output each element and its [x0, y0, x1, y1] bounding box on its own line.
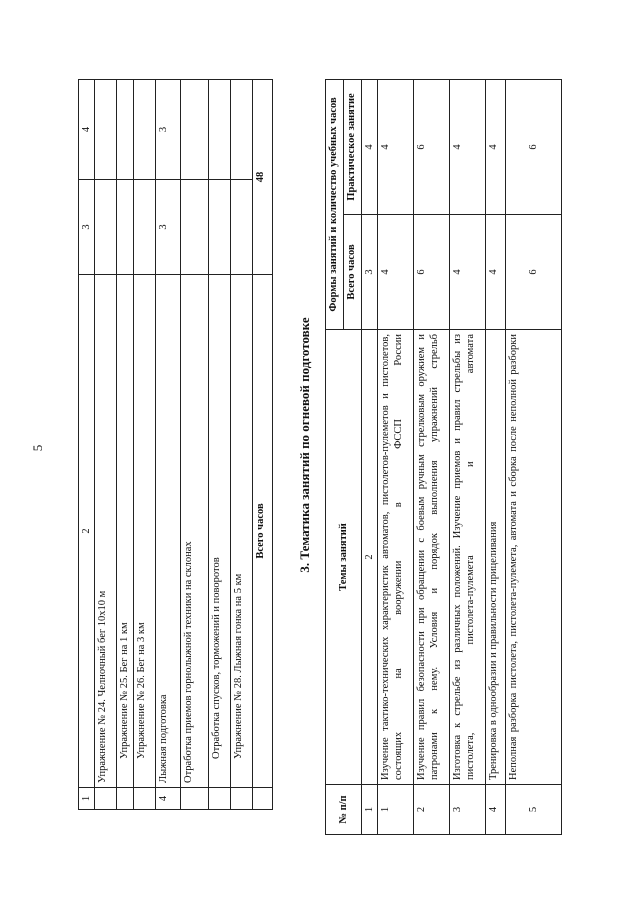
table-row	[231, 80, 253, 810]
table-row	[95, 80, 117, 810]
table1-header-cell: 1	[79, 788, 95, 810]
table1-total-row	[253, 80, 273, 810]
table-row	[506, 80, 562, 835]
row-practice: 6	[414, 80, 450, 215]
row-number	[95, 788, 117, 810]
row-text: Лыжная подготовка	[156, 275, 181, 788]
row-practice	[95, 80, 117, 180]
table1-header-cell: 3	[79, 180, 95, 275]
row-number	[181, 788, 209, 810]
row-text: Упражнение № 28. Лыжная гонка на 5 км	[231, 275, 253, 788]
header-total-hours: Всего часов	[344, 215, 362, 330]
row-practice	[231, 80, 253, 180]
row-hours	[134, 180, 156, 275]
row-text: Упражнение № 26. Бег на 3 км	[134, 275, 156, 788]
row-text: Упражнение № 24. Челночный бег 10х10 м	[95, 275, 117, 788]
index-cell: 1	[362, 785, 378, 835]
row-practice	[134, 80, 156, 180]
header-practice: Практическое занятие	[344, 80, 362, 215]
table-row	[117, 80, 134, 810]
row-practice	[181, 80, 209, 180]
row-text: Отработка приемов горнолыжной техники на склонах	[181, 275, 209, 788]
header-topics: Темы занятий	[326, 330, 362, 785]
index-cell: 3	[362, 215, 378, 330]
row-text: Упражнение № 25. Бег на 1 км	[117, 275, 134, 788]
row-practice: 4	[378, 80, 414, 215]
total-value: 48	[253, 80, 273, 275]
table1-container	[78, 80, 268, 810]
row-number	[231, 788, 253, 810]
row-number	[209, 788, 231, 810]
table-row	[209, 80, 231, 810]
row-hours: 4	[450, 215, 486, 330]
row-practice	[117, 80, 134, 180]
table2-index-row	[362, 80, 378, 835]
table-row	[450, 80, 486, 835]
header-forms: Формы занятий и количество учебных часов	[326, 80, 344, 330]
row-hours: 3	[156, 180, 181, 275]
table1	[78, 79, 273, 810]
row-text: Изучение правил безопасности при обращении с боевым ручным стрелковым оружием и патронами к нему. Условия и порядок выполнения упражнений стрельб	[414, 330, 450, 785]
row-text: Изготовка к стрельбе из различных положений. Изучение приемов и правил стрельбы из пистолета, пистолета-пулемета и автомата	[450, 330, 486, 785]
row-text: Неполная разборка пистолета, пистолета-пулемета, автомата и сборка после неполной разборки	[506, 330, 562, 785]
page-number: 5	[30, 444, 45, 452]
row-practice: 4	[486, 80, 506, 215]
row-hours	[117, 180, 134, 275]
table-row	[181, 80, 209, 810]
row-text: Изучение тактико-технических характеристик автоматов, пистолетов-пулеметов и пистолетов, состоящих на вооружении в ФССП России	[378, 330, 414, 785]
table-row	[378, 80, 414, 835]
table-row	[156, 80, 181, 810]
table1-header-cell: 4	[79, 80, 95, 180]
row-number	[117, 788, 134, 810]
row-number: 3	[450, 785, 486, 835]
index-cell: 4	[362, 80, 378, 215]
row-hours	[209, 180, 231, 275]
row-number	[134, 788, 156, 810]
table1-header-cell: 2	[79, 275, 95, 788]
row-hours: 4	[486, 215, 506, 330]
section-title: 3. Тематика занятий по огневой подготовке	[297, 317, 312, 573]
total-label: Всего часов	[253, 275, 273, 788]
row-practice: 3	[156, 80, 181, 180]
table-row	[134, 80, 156, 810]
table2	[325, 79, 562, 835]
row-number: 4	[156, 788, 181, 810]
table1-header-row	[79, 80, 95, 810]
row-number: 1	[378, 785, 414, 835]
row-hours: 6	[506, 215, 562, 330]
index-cell: 2	[362, 330, 378, 785]
table-row	[414, 80, 450, 835]
row-text: Тренировка в однообразии и правильности прицеливания	[486, 330, 506, 785]
table-row	[486, 80, 506, 835]
row-hours	[181, 180, 209, 275]
row-hours: 6	[414, 215, 450, 330]
row-number: 5	[506, 785, 562, 835]
row-hours: 4	[378, 215, 414, 330]
total-empty-cell	[253, 788, 273, 810]
table2-header-row	[326, 80, 344, 835]
row-hours	[231, 180, 253, 275]
row-practice: 4	[450, 80, 486, 215]
row-hours	[95, 180, 117, 275]
row-number: 4	[486, 785, 506, 835]
table2-container	[325, 80, 560, 835]
row-practice	[209, 80, 231, 180]
row-text: Отработка спусков, торможений и поворотов	[209, 275, 231, 788]
row-practice: 6	[506, 80, 562, 215]
row-number: 2	[414, 785, 450, 835]
header-num: № п/п	[326, 785, 362, 835]
